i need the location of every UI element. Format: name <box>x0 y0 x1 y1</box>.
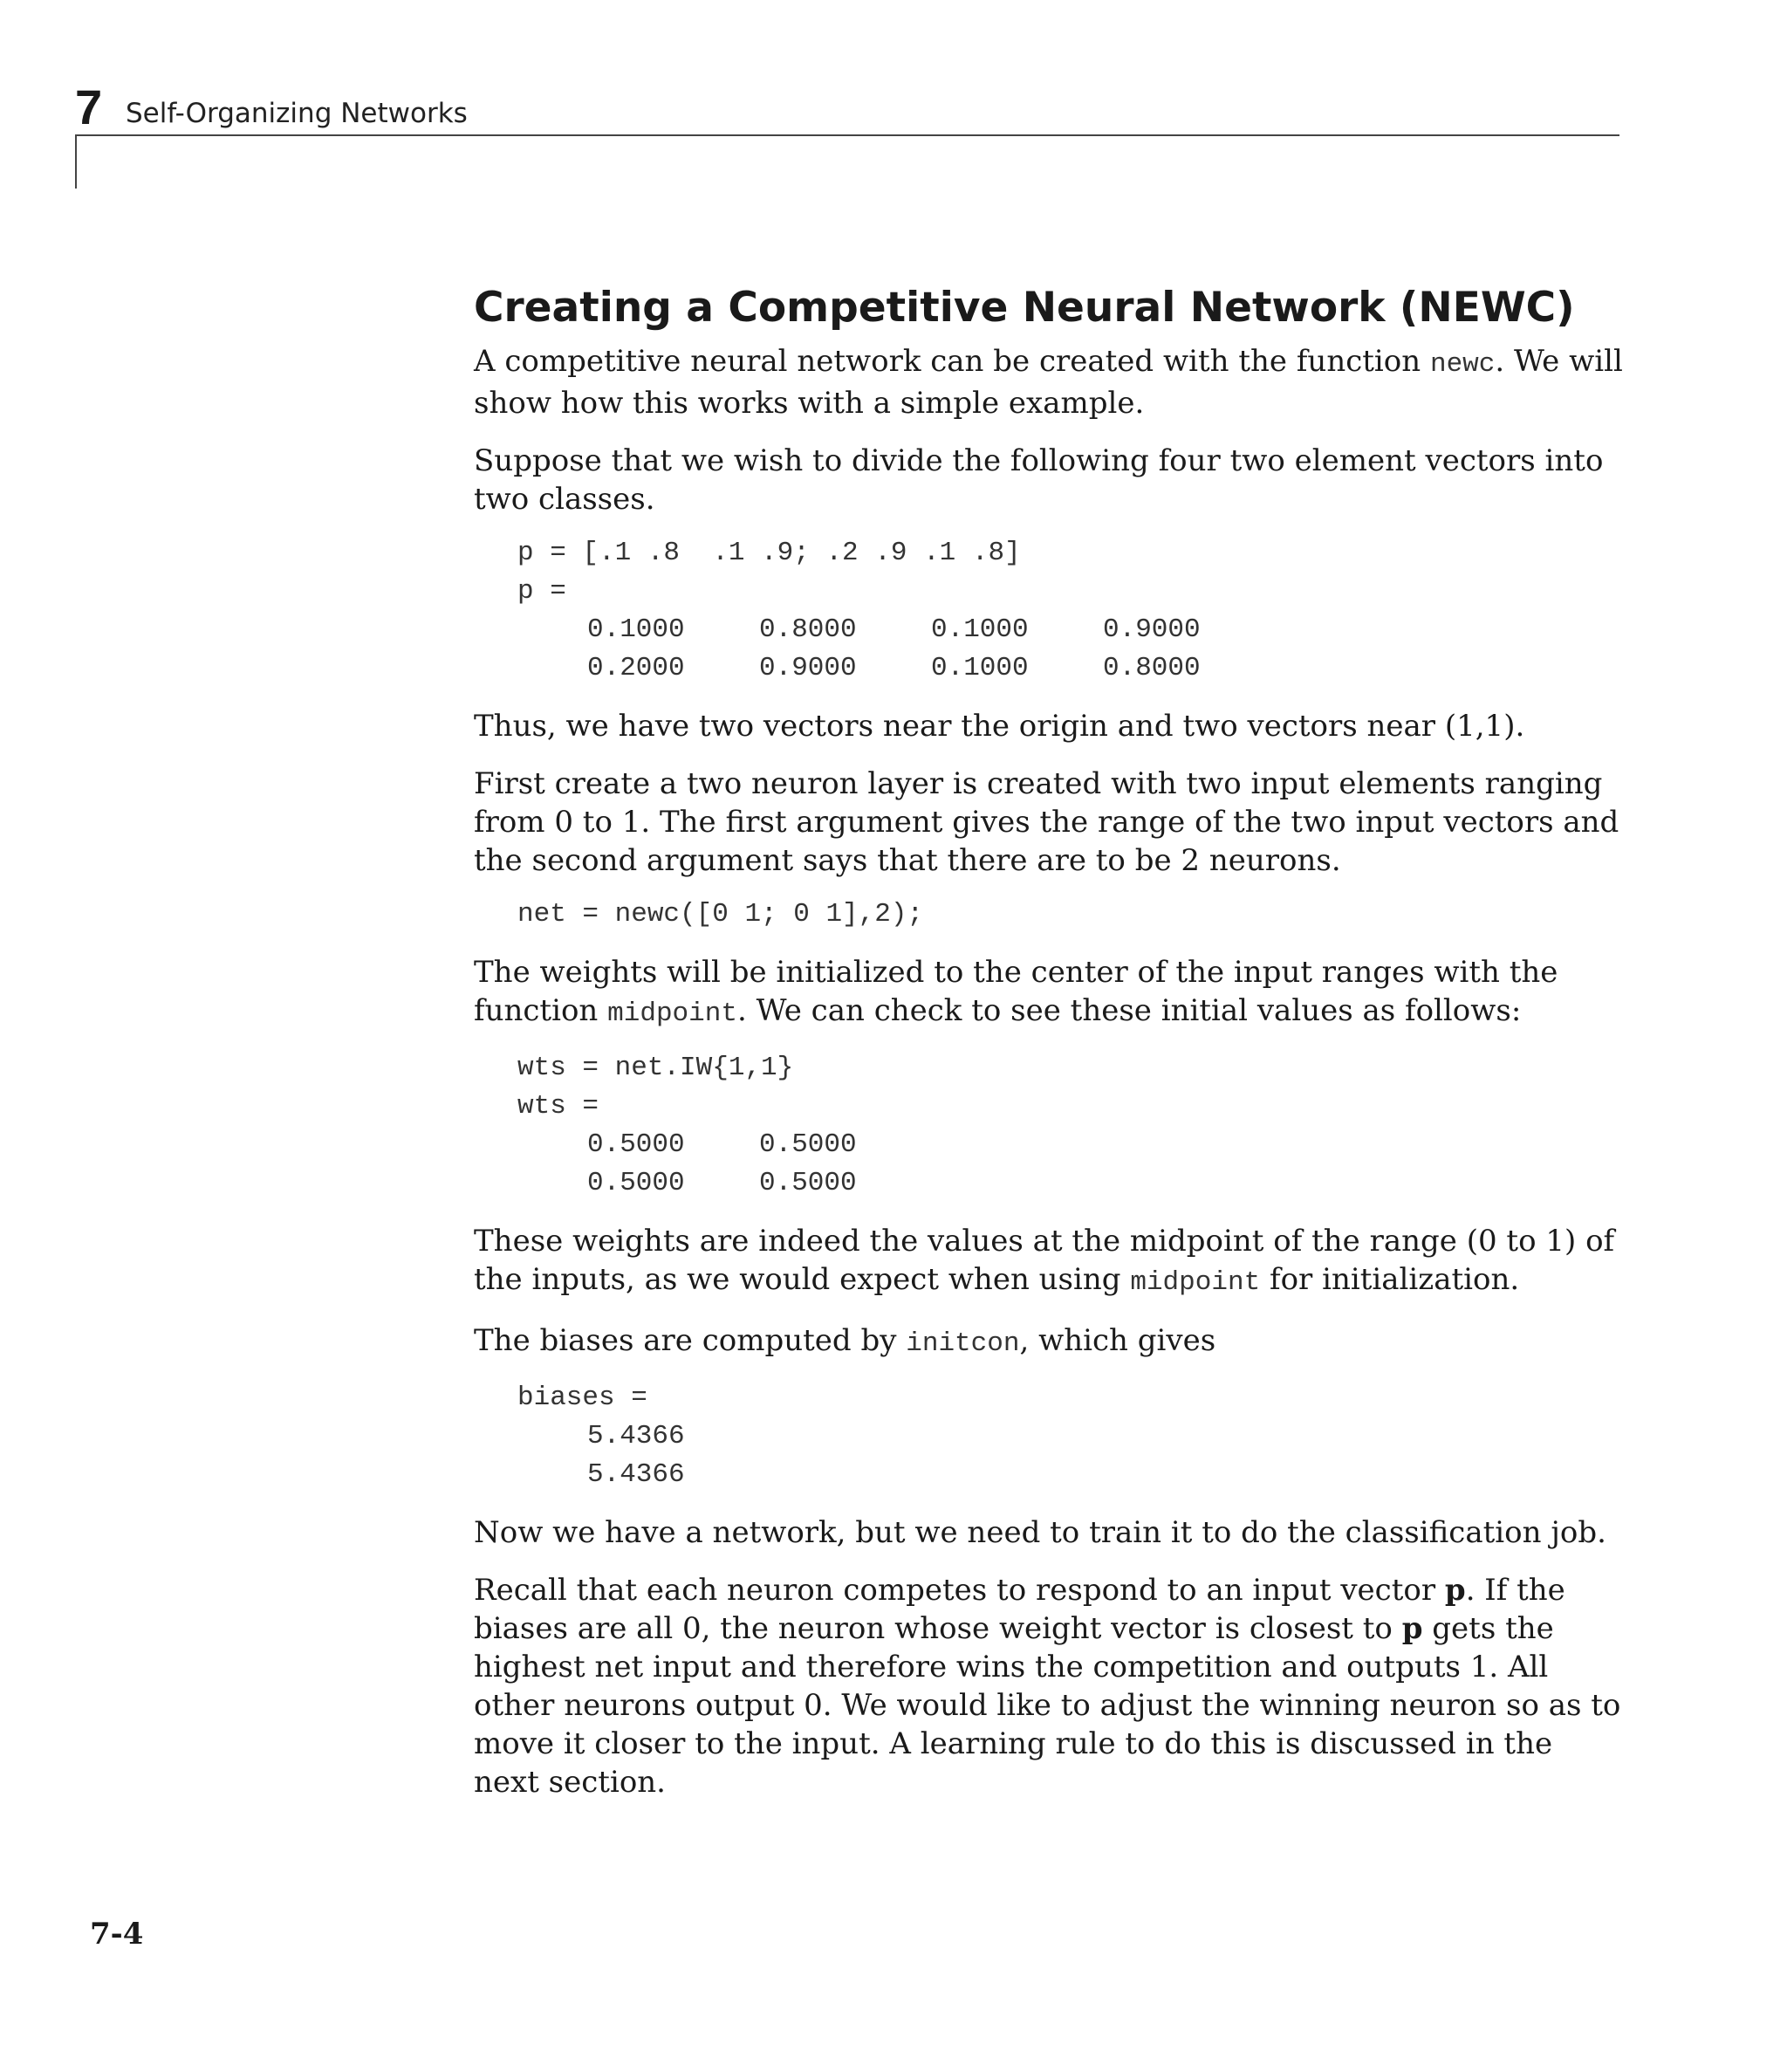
page-header <box>75 79 1618 136</box>
matrix-cell: 0.1000 <box>931 614 1029 645</box>
paragraph-intro: A competitive neural network can be created with the function newc. We will show how this works with a simple example. <box>474 344 1623 421</box>
code-block-wts <box>517 1049 1626 1203</box>
matrix-cell: 0.1000 <box>931 653 1029 683</box>
header-rule-vertical <box>75 134 77 189</box>
matrix-cell: 0.5000 <box>587 1168 685 1198</box>
matrix-row <box>517 649 1626 688</box>
matrix-cell: 0.5000 <box>759 1129 857 1160</box>
code-line: wts = <box>517 1091 599 1122</box>
paragraph-train: Now we have a network, but we need to train it to do the classification job. <box>474 1515 1606 1550</box>
chapter-number: 7 <box>75 79 103 134</box>
matrix-row <box>517 1164 1626 1203</box>
matrix-cell: 5.4366 <box>587 1421 685 1451</box>
paragraph-divide-vectors: Suppose that we wish to divide the following four two element vectors into two classes. <box>474 443 1604 517</box>
code-line: biases = <box>517 1382 647 1413</box>
matrix-cell: 0.5000 <box>759 1168 857 1198</box>
inline-code-initcon: initcon <box>906 1328 1020 1359</box>
matrix-cell: 0.2000 <box>587 653 685 683</box>
code-line: wts = net.IW{1,1} <box>517 1053 794 1083</box>
matrix-cell: 0.8000 <box>759 614 857 645</box>
paragraph-biases: The biases are computed by initcon, which gives <box>474 1323 1216 1359</box>
matrix-cell: 5.4366 <box>587 1459 685 1490</box>
code-block-biases <box>517 1379 1626 1494</box>
matrix-cell: 0.8000 <box>1103 653 1201 683</box>
bold-p: p <box>1444 1573 1466 1608</box>
code-line: net = newc([0 1; 0 1],2); <box>517 899 924 930</box>
paragraph-weights-init: The weights will be initialized to the center of the input ranges with the function midpoint. We can check to see these initial values as follows: <box>474 955 1558 1029</box>
matrix-row <box>517 1417 1626 1456</box>
matrix-row <box>517 611 1626 649</box>
inline-code-midpoint: midpoint <box>1130 1267 1261 1298</box>
code-block-p <box>517 534 1626 688</box>
code-line: p = <box>517 576 566 607</box>
page-number: 7-4 <box>90 1917 144 1952</box>
inline-code-midpoint: midpoint <box>607 998 737 1029</box>
code-block-newc <box>517 895 1626 934</box>
header-rule <box>75 134 1619 136</box>
inline-code-newc: newc <box>1429 349 1496 380</box>
matrix-cell: 0.5000 <box>587 1129 685 1160</box>
paragraph-create-layer: First create a two neuron layer is created with two input elements ranging from 0 to 1. The first argument gives the range of the two input vectors and the second argument says that there are to be 2 neurons. <box>474 766 1619 878</box>
paragraph-midpoint-values: These weights are indeed the values at the midpoint of the range (0 to 1) of the inputs, as we would expect when using midpoint for initialization. <box>474 1224 1615 1298</box>
page-content <box>474 279 1626 1821</box>
bold-p: p <box>1401 1611 1423 1646</box>
paragraph-competition: Recall that each neuron competes to respond to an input vector p. If the biases are all 0, the neuron whose weight vector is closest to p gets the highest net input and therefore wins the competition and outputs 1. All other neurons output 0. We would like to adjust the winning neuron so as to move it closer to the input. A learning rule to do this is discussed in the next section. <box>474 1573 1621 1800</box>
matrix-cell: 0.9000 <box>759 653 857 683</box>
code-line: p = [.1 .8 .1 .9; .2 .9 .1 .8] <box>517 538 1021 568</box>
matrix-cell: 0.1000 <box>587 614 685 645</box>
section-title: Creating a Competitive Neural Network (NEWC) <box>474 284 1575 332</box>
matrix-cell: 0.9000 <box>1103 614 1201 645</box>
chapter-title: Self-Organizing Networks <box>126 98 468 129</box>
matrix-row <box>517 1456 1626 1494</box>
paragraph-two-vectors: Thus, we have two vectors near the origin and two vectors near (1,1). <box>474 709 1525 744</box>
matrix-row <box>517 1126 1626 1164</box>
